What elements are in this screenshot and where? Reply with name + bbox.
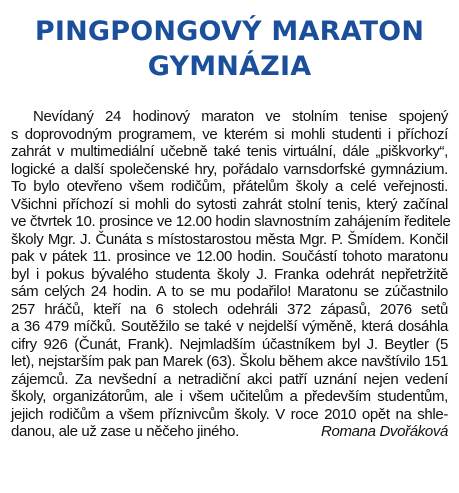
body-line: Všichni příchozí si mohli do sytosti zahrát stolní tenis, který začínal xyxy=(11,195,448,213)
body-line: byl i pokus bývalého studenta školy J. Franka odehrát nepřetržitě xyxy=(11,265,448,283)
body-line: Nevídaný 24 hodinový maraton ve stolním tenise spojený xyxy=(33,108,448,125)
article-body xyxy=(11,108,451,441)
body-line: logické a další společenské hry, pořádalo varnsdorfské gymnázium. xyxy=(11,160,448,178)
article-title xyxy=(11,14,448,84)
body-line: a 36 479 míčků. Soutěžilo se také v nejdelší výměně, která dosáhla xyxy=(11,318,448,335)
body-line: 257 hráčů, kteří na 6 stolech odehráli 372 zápasů, 2076 setů xyxy=(11,300,448,318)
body-line: školy, organizátorům, ale i všem učitelům a především studentům, xyxy=(11,388,448,405)
body-line: zahrát v multimediální učebně také tenis virtuální, dále „piškvorky“, xyxy=(11,143,448,160)
body-line: sám celých 24 hodin. A to se mu podařilo! Maratonu se zúčastnilo xyxy=(11,283,448,300)
body-line: s doprovodným programem, ve kterém si mohli studenti i příchozí xyxy=(11,125,448,143)
article-title-line: PINGPONGOVÝ MARATON xyxy=(34,16,425,47)
body-line: školy Mgr. J. Čunáta s místostarostou města Mgr. P. Šmídem. Končil xyxy=(11,230,448,248)
body-line: cifry 926 (Čunát, Frank). Nejmladším účastníkem byl J. Beytler (5 xyxy=(11,335,448,353)
body-last-line xyxy=(11,423,448,441)
article-title-line: GYMNÁZIA xyxy=(147,51,312,82)
body-line: zájemců. Za nevšední a netradiční akci patří uznání nejen vedení xyxy=(11,370,448,388)
body-line: jejich rodičům a všem příznivcům školy. V roce 2010 opět na shle- xyxy=(11,405,448,423)
body-line: ve čtvrtek 10. prosince ve 12.00 hodin slavnostním zahájením ředitele xyxy=(11,213,451,230)
body-line-final: danou, ale už zase u něčeho jiného. xyxy=(11,423,239,440)
body-line: pak v pátek 11. prosince ve 12.00 hodin. Součástí tohoto maratonu xyxy=(11,248,448,265)
author-signature: Romana Dvořáková xyxy=(321,423,448,440)
body-line: let), nejstarším pak pan Marek (63). Školu během akce navštívilo 151 xyxy=(11,353,448,370)
body-line: To bylo otevřeno všem rodičům, přátelům školy a celé veřejnosti. xyxy=(11,178,448,195)
